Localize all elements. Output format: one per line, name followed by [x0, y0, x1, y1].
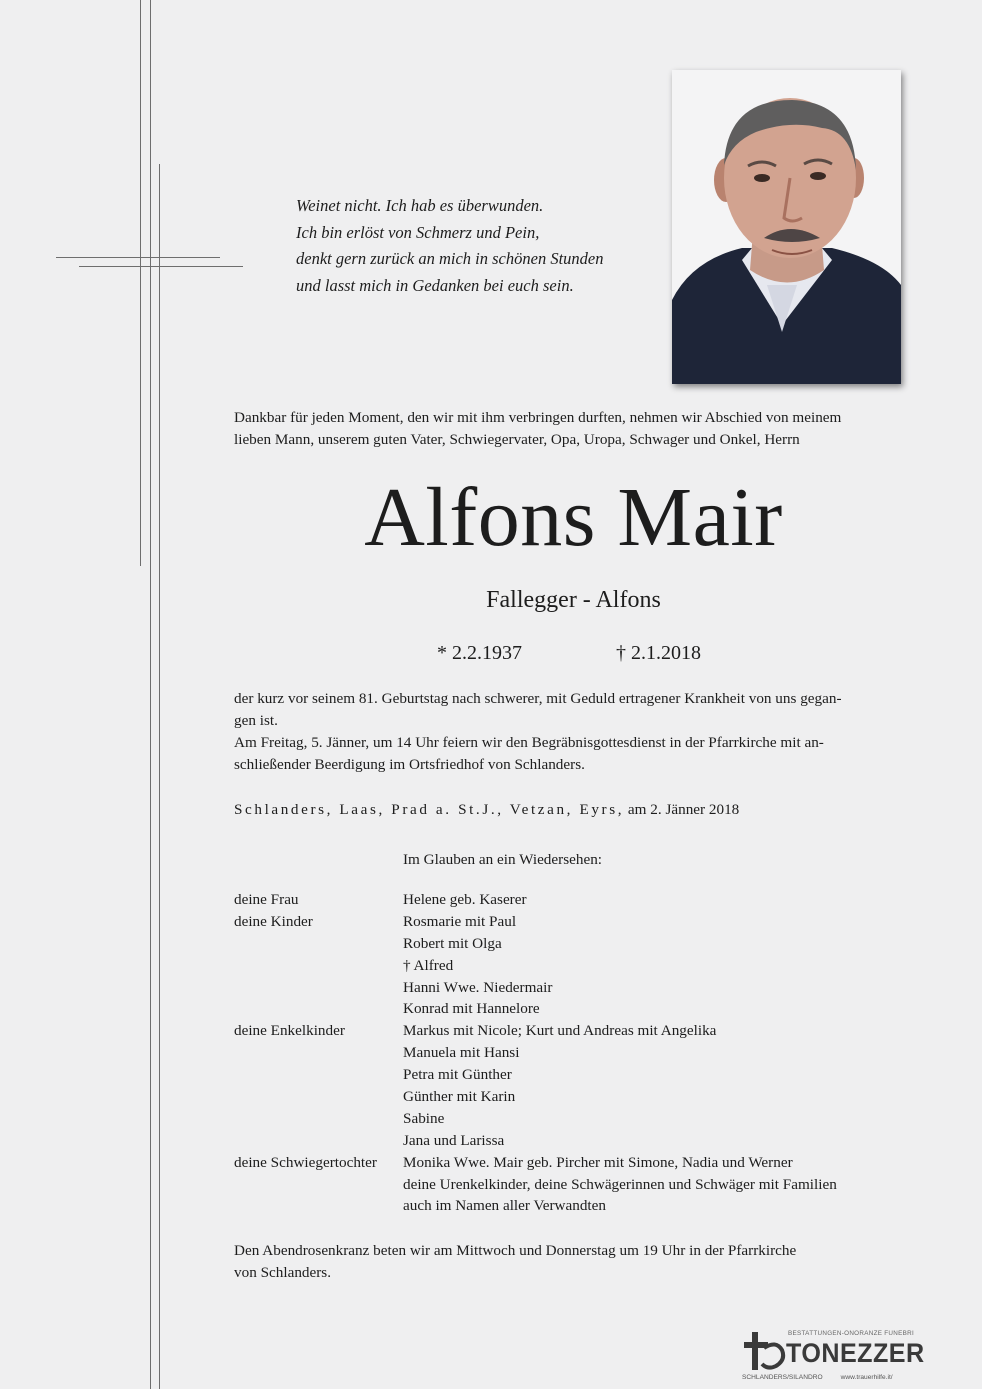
place-list: Schlanders, Laas, Prad a. St.J., Vetzan, Eyrs, [234, 801, 625, 818]
relative-name: Manuela mit Hansi [403, 1044, 520, 1062]
relative-name: † Alfred [403, 956, 454, 974]
relative-name: auch im Namen aller Verwandten [403, 1197, 606, 1215]
relative-name: Helene geb. Kaserer [403, 891, 527, 908]
logo-location: SCHLANDERS/SILANDRO [742, 1374, 823, 1381]
relative-name: Petra mit Günther [403, 1066, 512, 1084]
relative-name: Monika Wwe. Mair geb. Pircher mit Simone, Nadia und Werner [403, 1153, 793, 1171]
notice-line: schließender Beerdigung im Ortsfriedhof von Schlanders. [234, 756, 585, 773]
place-date [234, 799, 739, 821]
relative-name: Konrad mit Hannelore [403, 1000, 540, 1018]
logo-brand: TONEZZER [786, 1338, 925, 1368]
quote-line: und lasst mich in Gedanken bei euch sein. [296, 275, 574, 295]
relative-label: deine Kinder [234, 912, 313, 930]
relative-label: deine Enkelkinder [234, 1022, 345, 1040]
logo-footer [742, 1374, 893, 1381]
logo-tagline: BESTATTUNGEN-ONORANZE FUNEBRI [788, 1330, 915, 1337]
relative-name: Markus mit Nicole; Kurt und Andreas mit Angelika [403, 1022, 717, 1040]
cross-logo-icon [742, 1330, 786, 1372]
notice-line: gen ist. [234, 712, 278, 729]
relative-name: Hanni Wwe. Niedermair [403, 978, 553, 996]
relative-name: Günther mit Karin [403, 1088, 516, 1106]
rosary-text [234, 1240, 912, 1284]
portrait-photo [672, 70, 901, 384]
funeral-home-logo [742, 1330, 925, 1388]
intro-line: Dankbar für jeden Moment, den wir mit ihm verbringen durften, nehmen wir Abschied von meinem [234, 409, 842, 426]
cross-vertical [159, 164, 160, 1389]
rosary-line: Den Abendrosenkranz beten wir am Mittwoch und Donnerstag um 19 Uhr in der Pfarrkirche [234, 1242, 797, 1259]
border-line-right [150, 0, 151, 1389]
rosary-line: von Schlanders. [234, 1264, 332, 1281]
intro-text [234, 407, 912, 451]
death-date: † 2.1.2018 [616, 642, 701, 664]
memorial-quote [296, 193, 603, 299]
relative-label: deine Frau [234, 891, 299, 908]
cross-horizontal-top [56, 257, 220, 258]
intro-line: lieben Mann, unserem guten Vater, Schwiegervater, Opa, Uropa, Schwager und Onkel, Herrn [234, 431, 800, 448]
birth-date: * 2.2.1937 [437, 642, 522, 664]
relative-label: deine Schwiegertochter [234, 1153, 377, 1171]
relative-name: Rosmarie mit Paul [403, 912, 517, 930]
logo-url: www.trauerhilfe.it/ [840, 1374, 893, 1381]
quote-line: denkt gern zurück an mich in schönen Stunden [296, 249, 604, 268]
relative-name: deine Urenkelkinder, deine Schwägerinnen und Schwäger mit Familien [403, 1175, 837, 1193]
deceased-nickname: Fallegger - Alfons [486, 587, 661, 613]
quote-line: Weinet nicht. Ich hab es überwunden. [296, 196, 544, 215]
deceased-name: Alfons Mair [364, 471, 783, 564]
quote-line: Ich bin erlöst von Schmerz und Pein, [296, 222, 540, 242]
notice-line: Am Freitag, 5. Jänner, um 14 Uhr feiern wir den Begräbnisgottesdienst in der Pfarrkirche mit an- [234, 734, 824, 751]
notice-text [234, 688, 912, 776]
relative-name: Jana und Larissa [403, 1131, 505, 1149]
relative-name: Sabine [403, 1109, 445, 1127]
faith-line: Im Glauben an ein Wiedersehen: [403, 851, 603, 868]
cross-horizontal-bottom [79, 266, 243, 267]
notice-date: am 2. Jänner 2018 [627, 801, 740, 818]
relative-name: Robert mit Olga [403, 934, 502, 952]
notice-line: der kurz vor seinem 81. Geburtstag nach schwerer, mit Geduld ertragener Krankheit von uns gegan- [234, 690, 842, 707]
